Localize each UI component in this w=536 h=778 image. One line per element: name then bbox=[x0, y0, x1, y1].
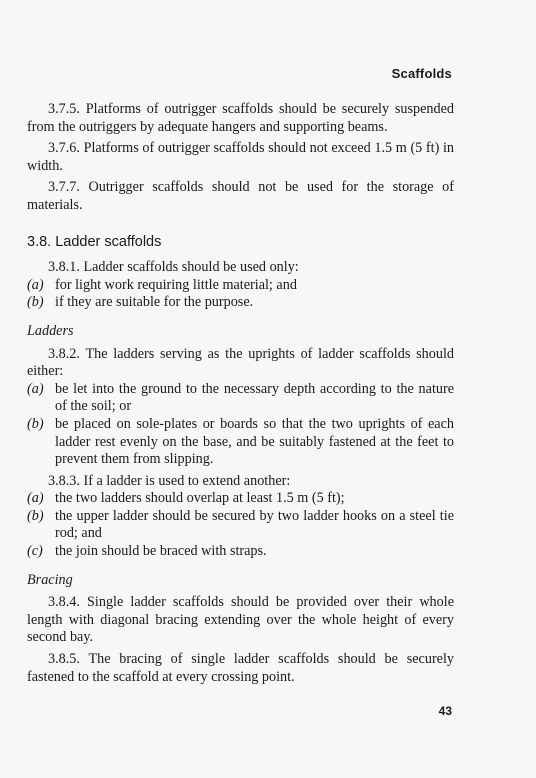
list-item-text: the two ladders should overlap at least 1.5 m (5 ft); bbox=[55, 490, 345, 507]
paragraph-3-8-5: 3.8.5. The bracing of single ladder scaffolds should be securely fastened to the scaffold at every crossing point. bbox=[27, 651, 454, 685]
list-item bbox=[27, 277, 454, 295]
list-item-text: the join should be braced with straps. bbox=[55, 543, 267, 560]
list-item bbox=[27, 416, 454, 469]
list-item-label: (b) bbox=[27, 415, 44, 432]
list-item-label: (c) bbox=[27, 543, 43, 560]
list-item bbox=[27, 508, 454, 543]
paragraph-3-7-7: 3.7.7. Outrigger scaffolds should not be used for the storage of materials. bbox=[27, 179, 454, 213]
list-item-text: be placed on sole-plates or boards so that the two uprights of each ladder rest evenly on the base, and be suitably fastened at the feet to prevent them from slipping. bbox=[55, 415, 454, 468]
paragraph-3-8-2: 3.8.2. The ladders serving as the uprights of ladder scaffolds should either: bbox=[27, 345, 454, 380]
list-item-label: (a) bbox=[27, 490, 44, 507]
subheading-ladders: Ladders bbox=[27, 322, 74, 339]
paragraph-3-8-1: 3.8.1. Ladder scaffolds should be used only: bbox=[48, 259, 299, 276]
list-item-label: (a) bbox=[27, 276, 44, 293]
paragraph-3-7-5: 3.7.5. Platforms of outrigger scaffolds should be securely suspended from the outriggers by adequate hangers and supporting beams. bbox=[27, 101, 454, 135]
page-body bbox=[27, 101, 454, 686]
page-number: 43 bbox=[438, 704, 452, 718]
list-item bbox=[27, 294, 454, 312]
list-item-text: be let into the ground to the necessary depth according to the nature of the soil; or bbox=[55, 380, 454, 415]
list-item-label: (a) bbox=[27, 380, 44, 397]
list-item-label: (b) bbox=[27, 294, 44, 311]
list-item-label: (b) bbox=[27, 507, 44, 524]
list-item bbox=[27, 490, 454, 508]
paragraph-3-8-3: 3.8.3. If a ladder is used to extend another: bbox=[48, 472, 291, 489]
list-item bbox=[27, 543, 454, 561]
paragraph-3-7-6: 3.7.6. Platforms of outrigger scaffolds should not exceed 1.5 m (5 ft) in width. bbox=[27, 140, 454, 174]
list-item-text: if they are suitable for the purpose. bbox=[55, 294, 254, 311]
subheading-bracing: Bracing bbox=[27, 571, 73, 588]
paragraph-3-8-4: 3.8.4. Single ladder scaffolds should be provided over their whole length with diagonal bracing extending over the whole height of every second bay. bbox=[27, 594, 454, 646]
section-heading-3-8: 3.8. Ladder scaffolds bbox=[27, 233, 162, 250]
list-item-text: the upper ladder should be secured by two ladder hooks on a steel tie rod; and bbox=[55, 507, 454, 542]
list-item bbox=[27, 381, 454, 416]
running-header: Scaffolds bbox=[391, 66, 452, 81]
list-item-text: for light work requiring little material; and bbox=[55, 276, 297, 293]
